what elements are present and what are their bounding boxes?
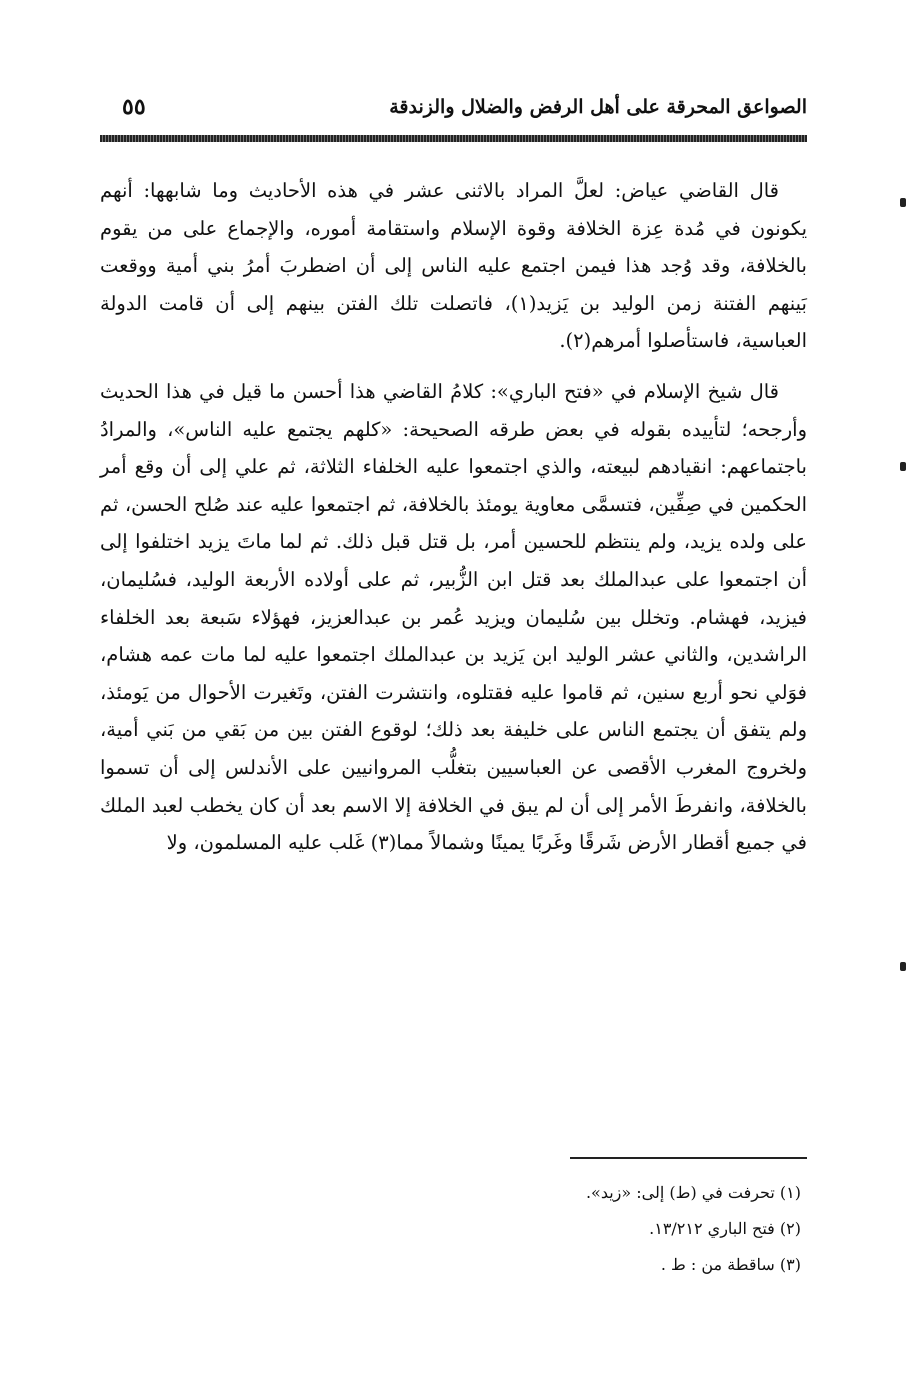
paragraph: قال شيخ الإسلام في «فتح الباري»: كلامُ القاضي هذا أحسن ما قيل في هذا الحديث وأرجحه؛ لتأييده بقوله في بعض طرقه الصحيحة: «كلهم يجتمع عليه الناس»، والمرادُ باجتماعهم: انقيادهم لبيعته، والذي اجتمعوا عليه الخلفاء الثلاثة، ثم علي إلى أن وقع أمر الحكمين في صِفِّين، فتسمَّى معاوية يومئذ بالخلافة، ثم اجتمعوا عليه عند صُلح الحسن، ثم على ولده يزيد، ولم ينتظم للحسين أمر، بل قتل قبل ذلك. ثم لما ماتَ يزيد اختلفوا إلى أن اجتمعوا على عبدالملك بعد قتل ابن الزُّبير، ثم على أولاده الأربعة الوليد، فسُليمان، فيزيد، فهشام. وتخلل بين سُليمان ويزيد عُمر بن عبدالعزيز، فهؤلاء سَبعة بعد الخلفاء الراشدين، والثاني عشر الوليد ابن يَزيد بن عبدالملك اجتمعوا عليه لما مات عمه هشام، فوَلي نحو أربع سنين، ثم قاموا عليه فقتلوه، وانتشرت الفتن، وتَغيرت الأحوال من يَومئذ، ولم يتفق أن يجتمع الناس على خليفة بعد ذلك؛ لوقوع الفتن بين من بَقي من بَني أمية، ولخروج المغرب الأقصى عن العباسيين بتغلُّب المروانيين على الأندلس إلى أن تسموا بالخلافة، وانفرطَ الأمر إلى أن لم يبق في الخلافة إلا الاسم بعد أن كان يخطب لعبد الملك في جميع أقطار الأرض شَرقًا وغَربًا يمينًا وشمالاً مما(٣) غَلب عليه المسلمون، ولا: [100, 379, 807, 855]
paragraph: قال القاضي عياض: لعلَّ المراد بالاثنى عشر في هذه الأحاديث وما شابهها: أنهم يكونون في مُدة عِزة الخلافة وقوة الإسلام واستقامة أموره، والإجماع على من يقوم بالخلافة، وقد وُجد هذا فيمن اجتمع عليه الناس إلى أن اضطربَ أمرُ بني أمية ووقعت بَينهم الفتنة زمن الوليد بن يَزيد(١)، فاتصلت تلك الفتن بينهم إلى أن قامت الدولة العباسية، فاستأصلوا أمرهم(٢).: [100, 179, 807, 353]
page-number: ٥٥: [122, 94, 146, 120]
margin-mark: [900, 462, 906, 471]
running-header: [100, 92, 807, 132]
footnote: (١) تحرفت في (ط) إلى: «زيد».: [585, 1183, 801, 1202]
footnotes: [100, 1175, 807, 1283]
header-title: الصواعق المحرقة على أهل الرفض والضلال والزندقة: [389, 96, 807, 118]
main-text: [100, 172, 807, 862]
margin-mark: [900, 198, 906, 207]
header-rule: [100, 135, 807, 142]
footnote: (٢) فتح الباري ١٣/٢١٢.: [649, 1219, 801, 1238]
margin-mark: [900, 962, 906, 971]
footnote: (٣) ساقطة من : ط .: [660, 1255, 801, 1274]
footnote-rule: [570, 1157, 807, 1159]
